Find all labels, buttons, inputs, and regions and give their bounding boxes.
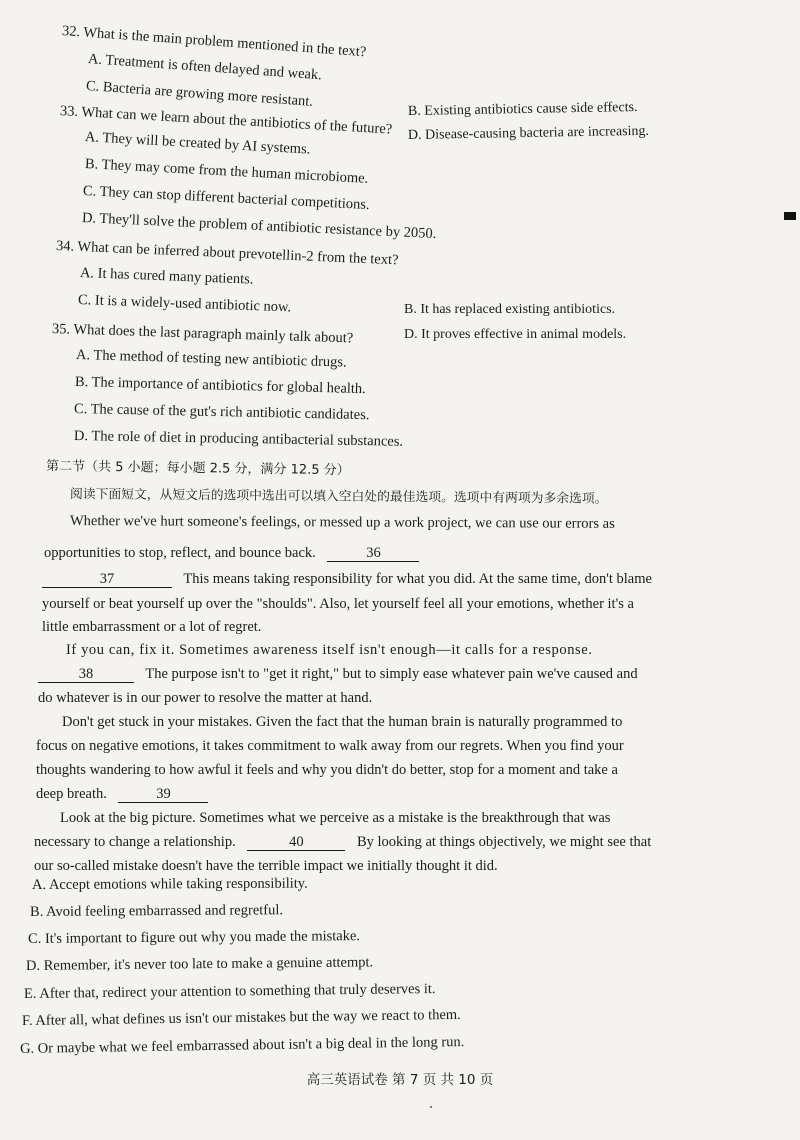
blank-36[interactable]: 36: [327, 545, 419, 562]
passage-p2-text1: This means taking responsibility for what you did. At the same time, don't blame: [183, 571, 652, 587]
passage-p4-line1: Don't get stuck in your mistakes. Given the fact that the human brain is naturally programmed to: [62, 714, 623, 730]
q35-option-c: C. The cause of the gut's rich antibiotic candidates.: [73, 401, 370, 424]
passage-p5-line2: [34, 833, 651, 851]
section-instruction: 阅读下面短文，从短文后的选项中选出可以填入空白处的最佳选项。选项中有两项为多余选项。: [69, 487, 608, 507]
option-a: A. Accept emotions while taking responsibility.: [31, 875, 308, 893]
passage-p5-text2a: necessary to change a relationship.: [34, 834, 236, 850]
passage-p4-text4: deep breath.: [36, 786, 107, 802]
q32-option-d: D. Disease-causing bacteria are increasing.: [407, 123, 650, 143]
q33-stem: 33. What can we learn about the antibiotics of the future?: [59, 103, 393, 138]
q34-stem: 34. What can be inferred about prevotellin-2 from the text?: [55, 238, 399, 269]
section-heading: 第二节（共 5 小题；每小题 2.5 分，满分 12.5 分）: [45, 459, 350, 479]
scan-dot: [430, 1106, 432, 1108]
q35-option-a: A. The method of testing new antibiotic drugs.: [75, 347, 347, 371]
q34-option-c: C. It is a widely-used antibiotic now.: [77, 292, 292, 316]
q32-stem: 32. What is the main problem mentioned in the text?: [61, 23, 367, 61]
q35-option-b: B. The importance of antibiotics for global health.: [74, 374, 366, 398]
q33-option-b: B. They may come from the human microbiome.: [84, 156, 369, 187]
passage-p5-line1: Look at the big picture. Sometimes what we perceive as a mistake is the breakthrough that was: [60, 810, 611, 826]
blank-39[interactable]: 39: [118, 786, 208, 803]
blank-37[interactable]: 37: [42, 571, 172, 588]
scan-edge-mark: [784, 212, 796, 220]
passage-p3-line2: [38, 665, 638, 683]
passage-p2-line1: [42, 570, 652, 588]
q33-option-a: A. They will be created by AI systems.: [84, 129, 311, 158]
option-c: C. It's important to figure out why you made the mistake.: [27, 928, 361, 947]
blank-40[interactable]: 40: [247, 834, 345, 851]
q33-option-d: D. They'll solve the problem of antibiotic resistance by 2050.: [81, 210, 437, 243]
option-g: G. Or maybe what we feel embarrassed about isn't a big deal in the long run.: [19, 1034, 465, 1057]
option-d: D. Remember, it's never too late to make a genuine attempt.: [25, 954, 374, 974]
passage-p4-line3: thoughts wandering to how awful it feels and why you didn't do better, stop for a moment and take a: [36, 762, 618, 778]
q35-option-d: D. The role of diet in producing antibacterial substances.: [73, 428, 404, 450]
passage-p3-line1: If you can, fix it. Sometimes awareness itself isn't enough—it calls for a response.: [66, 642, 593, 658]
option-b: B. Avoid feeling embarrassed and regretful.: [29, 902, 284, 920]
passage-p1-line1: Whether we've hurt someone's feelings, or messed up a work project, we can use our errors as: [69, 513, 615, 532]
q34-option-a: A. It has cured many patients.: [79, 265, 254, 288]
option-e: E. After that, redirect your attention to something that truly deserves it.: [23, 980, 436, 1002]
blank-38[interactable]: 38: [38, 666, 134, 683]
passage-p3-text2: The purpose isn't to "get it right," but to simply ease whatever pain we've caused and: [145, 666, 638, 682]
option-f: F. After all, what defines us isn't our mistakes but the way we react to them.: [21, 1006, 461, 1029]
passage-p1-line2: [44, 544, 419, 562]
passage-p4-line4: [36, 785, 208, 803]
q34-option-b: B. It has replaced existing antibiotics.: [404, 302, 616, 317]
page-footer: 高三英语试卷 第 7 页 共 10 页: [306, 1072, 494, 1088]
passage-p5-text2b: By looking at things objectively, we might see that: [356, 834, 652, 850]
q32-option-a: A. Treatment is often delayed and weak.: [87, 51, 323, 84]
q32-option-c: C. Bacteria are growing more resistant.: [85, 78, 314, 110]
q33-option-c: C. They can stop different bacterial competitions.: [82, 183, 371, 214]
passage-p1-text: opportunities to stop, reflect, and bounce back.: [44, 545, 316, 561]
passage-p2-line3: little embarrassment or a lot of regret.: [42, 619, 262, 635]
q35-stem: 35. What does the last paragraph mainly talk about?: [51, 321, 354, 347]
passage-p3-line3: do whatever is in our power to resolve the matter at hand.: [38, 690, 373, 706]
passage-p4-line2: focus on negative emotions, it takes commitment to walk away from our regrets. When you find your: [36, 738, 624, 754]
passage-p5-line3: our so-called mistake doesn't have the terrible impact we initially thought it did.: [34, 858, 498, 874]
q34-option-d: D. It proves effective in animal models.: [404, 327, 627, 342]
q32-option-b: B. Existing antibiotics cause side effects.: [407, 99, 638, 119]
passage-p2-line2: yourself or beat yourself up over the "shoulds". Also, let yourself feel all your emotions, whether it's a: [42, 596, 634, 612]
